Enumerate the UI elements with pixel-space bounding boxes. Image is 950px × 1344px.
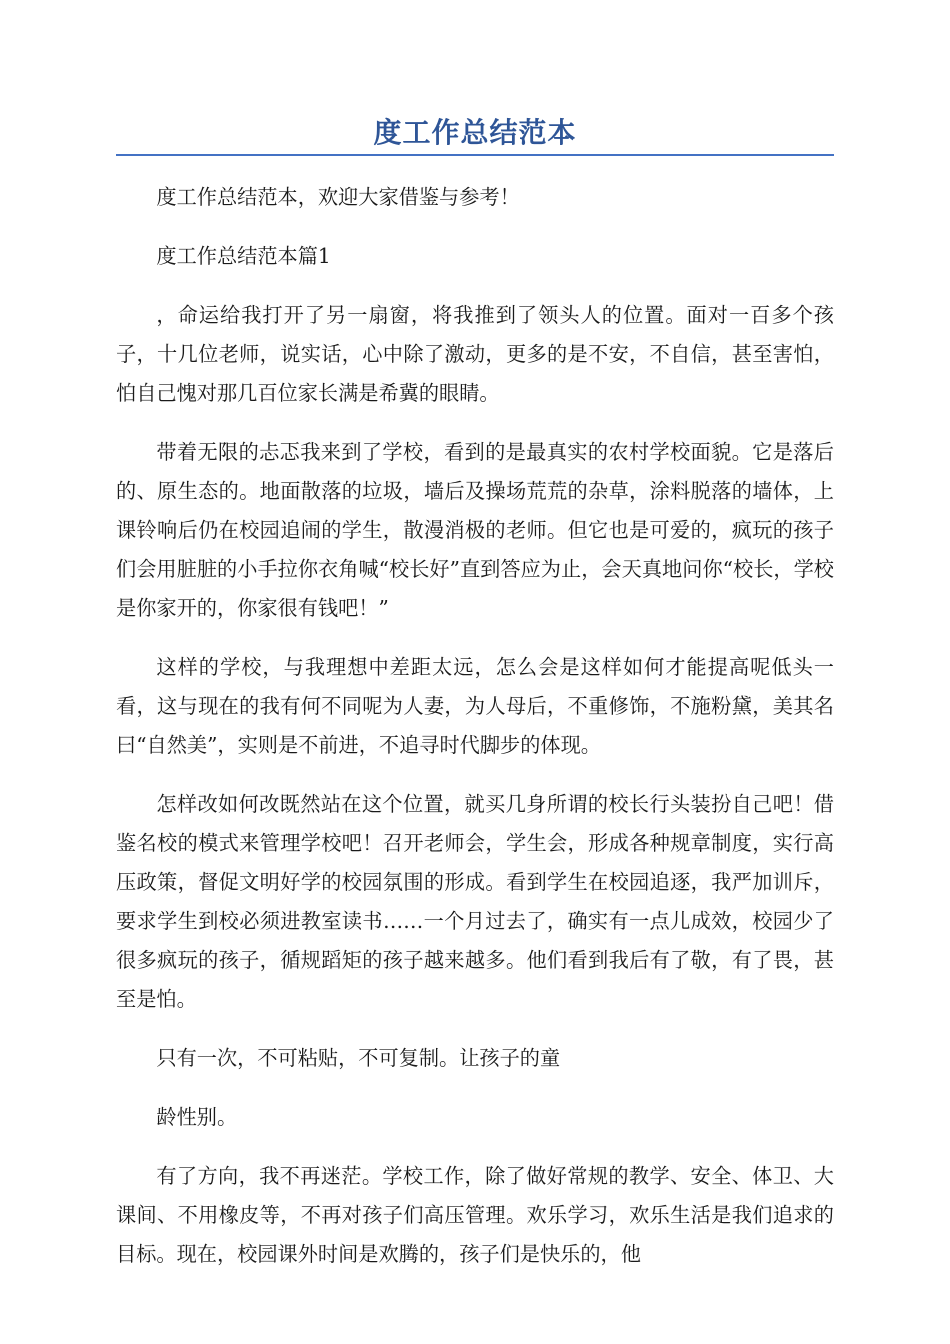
section-heading: 度工作总结范本篇1 xyxy=(156,244,331,268)
title-underline xyxy=(116,154,834,156)
page-title: 度工作总结范本 xyxy=(373,116,577,149)
document-page xyxy=(116,0,834,1294)
paragraph: ，命运给我打开了另一扇窗，将我推到了领头人的位置。面对一百多个孩子，十几位老师，说实话，心中除了激动，更多的是不安，不自信，甚至害怕，怕自己愧对那几百位家长满是希冀的眼睛。 xyxy=(116,303,834,405)
paragraph: 度工作总结范本，欢迎大家借鉴与参考！ xyxy=(156,185,520,209)
paragraph: 带着无限的忐忑我来到了学校，看到的是最真实的农村学校面貌。它是落后的、原生态的。地面散落的垃圾，墙后及操场荒荒的杂草，涂料脱落的墙体，上课铃响后仍在校园追闹的学生，散漫消极的老师。但它也是可爱的，疯玩的孩子们会用脏脏的小手拉你衣角喊“校长好”直到答应为止，会天真地问你“校长，学校是你家开的，你家很有钱吧！” xyxy=(116,440,834,620)
paragraph: 有了方向，我不再迷茫。学校工作，除了做好常规的教学、安全、体卫、大课间、不用橡皮等，不再对孩子们高压管理。欢乐学习，欢乐生活是我们追求的目标。现在，校园课外时间是欢腾的，孩子们是快乐的，他 xyxy=(116,1164,834,1266)
paragraph: 龄性别。 xyxy=(156,1105,238,1129)
paragraph: 怎样改如何改既然站在这个位置，就买几身所谓的校长行头装扮自己吧！借鉴名校的模式来管理学校吧！召开老师会，学生会，形成各种规章制度，实行高压政策，督促文明好学的校园氛围的形成。看到学生在校园追逐，我严加训斥，要求学生到校必须进教室读书……一个月过去了，确实有一点儿成效，校园少了很多疯玩的孩子，循规蹈矩的孩子越来越多。他们看到我后有了敬，有了畏，甚至是怕。 xyxy=(116,792,834,1011)
paragraph: 只有一次，不可粘贴，不可复制。让孩子的童 xyxy=(156,1046,561,1070)
document-body xyxy=(116,178,834,1274)
paragraph: 这样的学校，与我理想中差距太远，怎么会是这样如何才能提高呢低头一看，这与现在的我有何不同呢为人妻，为人母后，不重修饰，不施粉黛，美其名曰“自然美”，实则是不前进，不追寻时代脚步的体现。 xyxy=(116,655,834,757)
